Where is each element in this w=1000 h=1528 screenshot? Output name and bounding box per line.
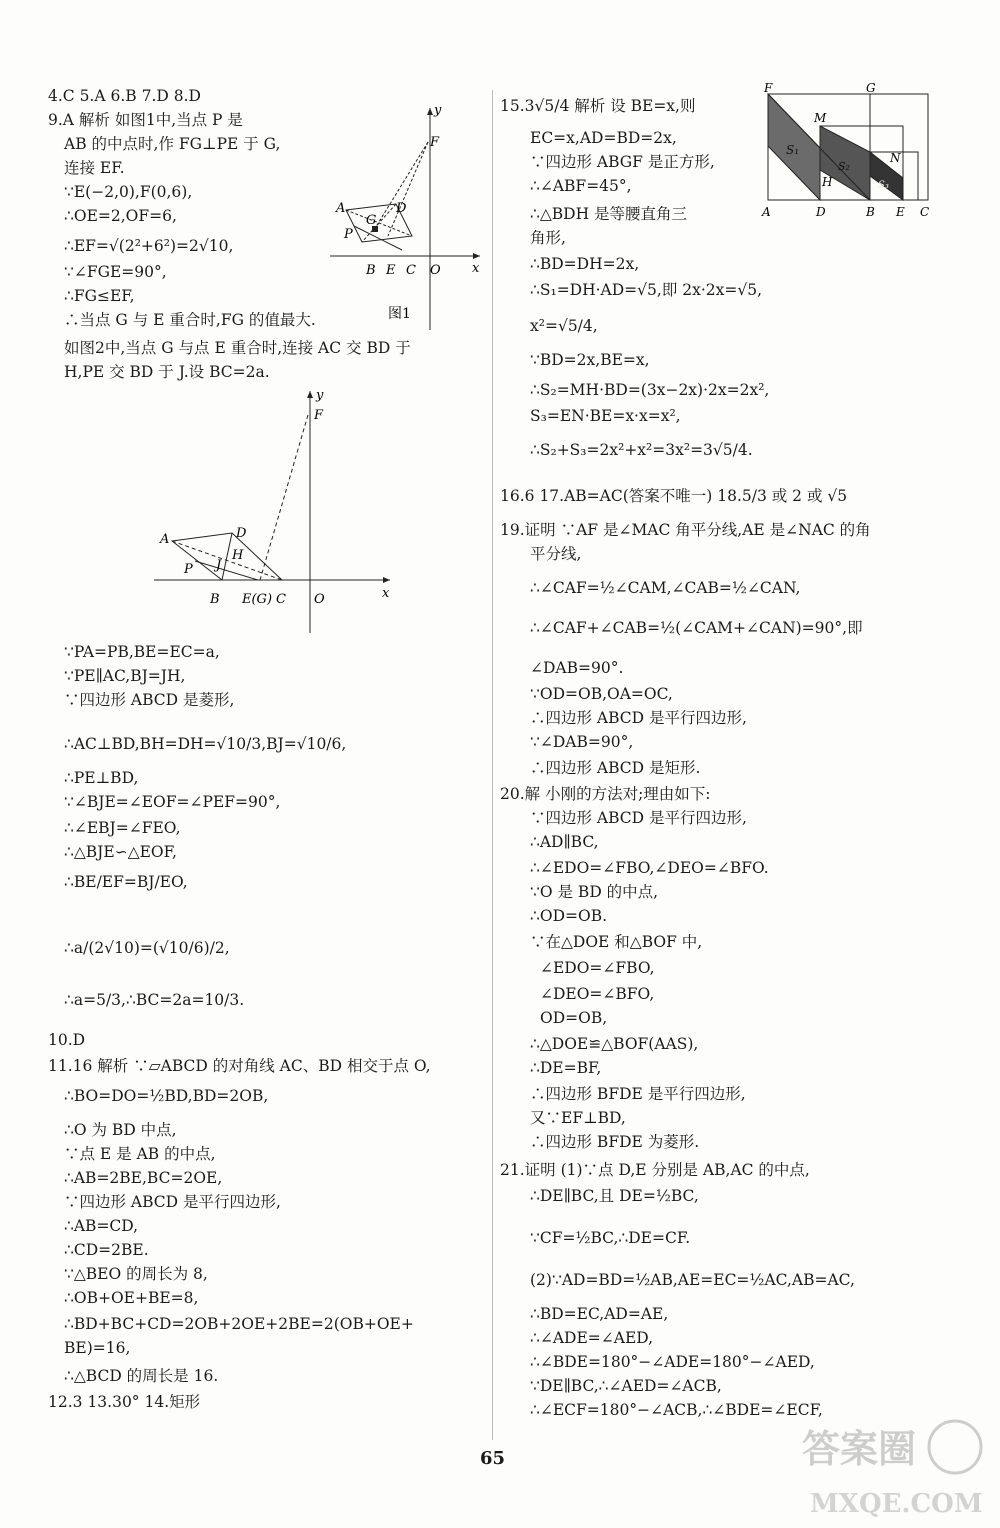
right-text-line: 又∵EF⊥BD, bbox=[530, 1109, 626, 1127]
fig1-label: O bbox=[430, 263, 441, 278]
left-text-line: ∵∠FGE=90°, bbox=[64, 263, 167, 281]
left-text-line: ∴BE/EF=BJ/EO, bbox=[64, 873, 188, 891]
left-text-line: 4.C 5.A 6.B 7.D 8.D bbox=[48, 87, 201, 105]
fig1-label: E bbox=[386, 263, 396, 278]
left-text-line: ∴△BCD 的周长是 16. bbox=[64, 1367, 219, 1385]
fig3-label: S₁ bbox=[786, 143, 800, 157]
left-text-line: ∴FG≤EF, bbox=[64, 287, 135, 305]
left-text-line: 11.16 解析 ∵▱ABCD 的对角线 AC、BD 相交于点 O, bbox=[48, 1057, 431, 1075]
left-text-line: ∵∠BJE=∠EOF=∠PEF=90°, bbox=[64, 793, 281, 811]
right-text-line: OD=OB, bbox=[540, 1009, 608, 1027]
fig2-label: A bbox=[160, 532, 170, 547]
fig2-label: P bbox=[184, 562, 193, 577]
right-text-line: ∴△BDH 是等腰直角三 bbox=[530, 205, 688, 223]
left-text-line: 10.D bbox=[48, 1031, 86, 1049]
right-text-line: 19.证明 ∵AF 是∠MAC 角平分线,AE 是∠NAC 的角 bbox=[500, 521, 871, 539]
left-text-line: ∵E(−2,0),F(0,6), bbox=[64, 183, 193, 201]
right-text-line: ∴BD=EC,AD=AE, bbox=[530, 1305, 669, 1323]
fig1-label: B bbox=[366, 263, 376, 278]
right-text-line: ∵∠DAB=90°, bbox=[530, 733, 634, 751]
figure-1 bbox=[330, 100, 490, 340]
fig3-label: S₂ bbox=[838, 160, 850, 173]
figure-3 bbox=[758, 80, 938, 230]
right-text-line: ∴AD∥BC, bbox=[530, 833, 599, 851]
right-text-line: ∵BD=2x,BE=x, bbox=[530, 351, 650, 369]
left-text-line: ∴a=5/3,∴BC=2a=10/3. bbox=[64, 991, 245, 1009]
watermark-url: MXQE.COM bbox=[810, 1489, 983, 1519]
left-text-line: ∵△BEO 的周长为 8, bbox=[64, 1265, 208, 1283]
fig2-label: O bbox=[314, 592, 325, 607]
column-divider bbox=[492, 90, 493, 1440]
left-text-line: ∴OE=2,OF=6, bbox=[64, 207, 177, 225]
fig3-label: A bbox=[762, 205, 771, 219]
right-text-line: ∵四边形 ABCD 是平行四边形, bbox=[530, 809, 747, 827]
left-text-line: 连接 EF. bbox=[64, 159, 125, 177]
right-text-line: ∵CF=½BC,∴DE=CF. bbox=[530, 1229, 691, 1247]
left-text-line: ∴BD+BC+CD=2OB+2OE+2BE=2(OB+OE+ bbox=[64, 1315, 414, 1333]
fig2-label: B bbox=[210, 592, 220, 607]
left-text-line: ∴AB=2BE,BC=2OE, bbox=[64, 1169, 223, 1187]
right-text-line: ∵O 是 BD 的中点, bbox=[530, 883, 659, 901]
left-text-line: ∵四边形 ABCD 是菱形, bbox=[64, 691, 235, 709]
watermark bbox=[790, 1412, 990, 1522]
right-text-line: x²=√5/4, bbox=[530, 317, 598, 335]
right-text-line: ∴四边形 ABCD 是平行四边形, bbox=[530, 709, 747, 727]
left-text-line: ∵四边形 ABCD 是平行四边形, bbox=[64, 1193, 281, 1211]
right-text-line: 20.解 小刚的方法对;理由如下: bbox=[500, 785, 711, 803]
left-text-line: ∴O 为 BD 中点, bbox=[64, 1121, 177, 1139]
left-text-line: ∵PA=PB,BE=EC=a, bbox=[64, 643, 220, 661]
fig2-label: C bbox=[276, 592, 286, 607]
fig3-label: B bbox=[866, 205, 875, 219]
left-text-line: ∴PE⊥BD, bbox=[64, 769, 139, 787]
right-text-line: (2)∵AD=BD=½AB,AE=EC=½AC,AB=AC, bbox=[530, 1271, 855, 1289]
right-text-line: 15.3√5/4 解析 设 BE=x,则 bbox=[500, 97, 696, 115]
fig2-label: x bbox=[382, 586, 390, 601]
left-text-line: ∴∠EBJ=∠FEO, bbox=[64, 819, 181, 837]
fig2-label: J bbox=[216, 558, 222, 573]
right-text-line: ∵DE∥BC,∴∠AED=∠ACB, bbox=[530, 1377, 722, 1395]
right-text-line: ∴四边形 BFDE 为菱形. bbox=[530, 1133, 700, 1151]
left-text-line: ∴AB=CD, bbox=[64, 1217, 139, 1235]
right-text-line: ∴∠ABF=45°, bbox=[530, 177, 632, 195]
left-text-line: ∴BO=DO=½BD,BD=2OB, bbox=[64, 1087, 269, 1105]
right-text-line: EC=x,AD=BD=2x, bbox=[530, 129, 677, 147]
right-text-line: ∴∠EDO=∠FBO,∠DEO=∠BFO. bbox=[530, 859, 769, 877]
fig1-label: C bbox=[406, 263, 416, 278]
right-text-line: ∴∠BDE=180°−∠ADE=180°−∠AED, bbox=[530, 1353, 815, 1371]
fig2-label: y bbox=[316, 388, 324, 403]
fig3-label: H bbox=[822, 175, 833, 189]
right-text-line: ∴DE=BF, bbox=[530, 1059, 602, 1077]
left-text-line: AB 的中点时,作 FG⊥PE 于 G, bbox=[64, 135, 281, 153]
right-text-line: 21.证明 (1)∵点 D,E 分别是 AB,AC 的中点, bbox=[500, 1161, 810, 1179]
right-text-line: S₃=EN·BE=x·x=x², bbox=[530, 407, 681, 425]
fig2-label: D bbox=[236, 526, 247, 541]
fig1-label: G bbox=[366, 213, 377, 228]
left-text-line: ∴CD=2BE. bbox=[64, 1241, 149, 1259]
right-text-line: ∴△DOE≌△BOF(AAS), bbox=[530, 1035, 699, 1053]
right-text-line: ∴BD=DH=2x, bbox=[530, 255, 640, 273]
left-text-line: 12.3 13.30° 14.矩形 bbox=[48, 1393, 201, 1411]
right-text-line: ∴OD=OB. bbox=[530, 907, 608, 925]
fig3-label: E bbox=[896, 205, 905, 219]
right-text-line: 角形, bbox=[530, 229, 566, 247]
left-text-line: ∴当点 G 与 E 重合时,FG 的值最大. bbox=[64, 311, 316, 329]
fig1-label: P bbox=[344, 227, 353, 242]
fig2-label: E(G) bbox=[242, 592, 273, 607]
right-text-line: ∵四边形 ABGF 是正方形, bbox=[530, 153, 715, 171]
right-text-line: ∴∠ADE=∠AED, bbox=[530, 1329, 654, 1347]
right-text-line: ∠DAB=90°. bbox=[530, 659, 624, 677]
fig1-label: A bbox=[336, 201, 346, 216]
right-text-line: ∴∠ECF=180°−∠ACB,∴∠BDE=∠ECF, bbox=[530, 1401, 823, 1419]
right-text-line: ∠DEO=∠BFO, bbox=[540, 985, 655, 1003]
fig1-label: F bbox=[430, 135, 440, 150]
left-text-line: H,PE 交 BD 于 J.设 BC=2a. bbox=[64, 363, 270, 381]
right-text-line: ∴S₂+S₃=2x²+x²=3x²=3√5/4. bbox=[530, 441, 753, 459]
left-text-line: 如图2中,当点 G 与点 E 重合时,连接 AC 交 BD 于 bbox=[64, 339, 411, 357]
fig3-label: G bbox=[866, 81, 876, 95]
fig1-label: D bbox=[396, 201, 407, 216]
left-text-line: ∵PE∥AC,BJ=JH, bbox=[64, 667, 186, 685]
left-text-line: ∴a/(2√10)=(√10/6)/2, bbox=[64, 939, 230, 957]
watermark-text: 答案圈 bbox=[802, 1426, 917, 1471]
figure-2 bbox=[150, 385, 400, 635]
fig1-caption: 图1 bbox=[388, 306, 411, 322]
right-text-line: ∴S₁=DH·AD=√5,即 2x·2x=√5, bbox=[530, 281, 763, 299]
right-text-line: ∵在△DOE 和△BOF 中, bbox=[530, 933, 703, 951]
fig1-label: y bbox=[434, 103, 442, 118]
left-text-line: ∴△BJE∽△EOF, bbox=[64, 843, 177, 861]
fig3-label: S₃ bbox=[878, 180, 889, 191]
left-text-line: 9.A 解析 如图1中,当点 P 是 bbox=[48, 111, 243, 129]
right-text-line: ∴四边形 BFDE 是平行四边形, bbox=[530, 1085, 746, 1103]
right-text-line: ∴DE∥BC,且 DE=½BC, bbox=[530, 1187, 699, 1205]
right-text-line: ∴四边形 ABCD 是矩形. bbox=[530, 759, 701, 777]
left-text-line: ∴AC⊥BD,BH=DH=√10/3,BJ=√10/6, bbox=[64, 735, 347, 753]
fig1-label: x bbox=[472, 261, 480, 276]
right-text-line: ∴∠CAF=½∠CAM,∠CAB=½∠CAN, bbox=[530, 579, 801, 597]
left-text-line: ∴OB+OE+BE=8, bbox=[64, 1289, 199, 1307]
right-text-line: ∴∠CAF+∠CAB=½(∠CAM+∠CAN)=90°,即 bbox=[530, 619, 863, 637]
fig2-label: F bbox=[314, 408, 324, 423]
fig3-label: C bbox=[920, 205, 930, 219]
fig3-label: N bbox=[890, 151, 901, 165]
fig3-label: D bbox=[816, 205, 826, 219]
fig2-label: H bbox=[232, 548, 244, 563]
right-text-line: ∠EDO=∠FBO, bbox=[540, 959, 655, 977]
fig3-label: F bbox=[764, 81, 773, 95]
fig3-label: M bbox=[814, 111, 827, 125]
left-text-line: ∵点 E 是 AB 的中点, bbox=[64, 1145, 216, 1163]
left-text-line: BE)=16, bbox=[64, 1339, 131, 1357]
page-number: 65 bbox=[480, 1448, 506, 1469]
right-text-line: 平分线, bbox=[530, 545, 582, 563]
left-text-line: ∴EF=√(2²+6²)=2√10, bbox=[64, 237, 234, 255]
right-text-line: 16.6 17.AB=AC(答案不唯一) 18.5/3 或 2 或 √5 bbox=[500, 487, 848, 505]
right-text-line: ∵OD=OB,OA=OC, bbox=[530, 685, 673, 703]
right-text-line: ∴S₂=MH·BD=(3x−2x)·2x=2x², bbox=[530, 381, 770, 399]
